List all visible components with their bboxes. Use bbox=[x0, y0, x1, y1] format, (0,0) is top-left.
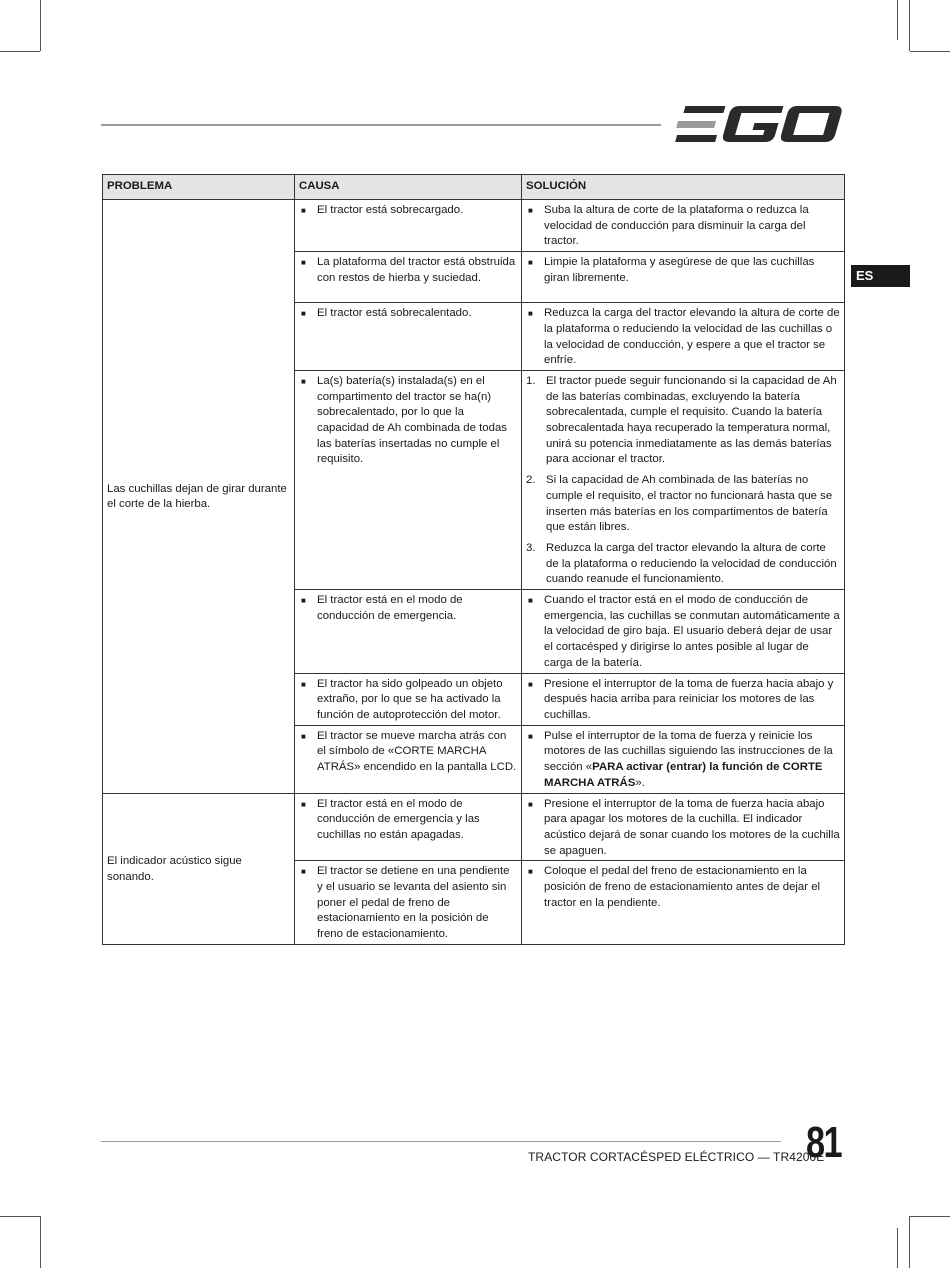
numbered-step bbox=[526, 374, 840, 468]
bullet-icon: ■ bbox=[301, 258, 306, 268]
bullet-icon: ■ bbox=[528, 309, 533, 319]
cause-text: La plataforma del tractor está obstruida con restos de hierba y suciedad. bbox=[317, 256, 516, 284]
bullet-icon: ■ bbox=[301, 309, 306, 319]
crop-mark bbox=[40, 1216, 41, 1268]
solution-cell bbox=[522, 200, 845, 252]
cause-cell bbox=[295, 590, 522, 674]
solution-cell bbox=[522, 590, 845, 674]
solution-text: Reduzca la carga del tractor elevando la altura de corte de la plataforma o reduciendo la velocidad de las cuchillas o la velocidad de conducción, y espere a que el tractor se enfríe. bbox=[544, 307, 840, 367]
solution-text: Suba la altura de corte de la plataforma o reduzca la velocidad de conducción para disminuir la carga del tractor. bbox=[544, 204, 809, 248]
step-text: Reduzca la carga del tractor elevando la altura de corte de la plataforma o reduciendo la velocidad de conducción cuando reanude el funcionamiento. bbox=[546, 541, 837, 586]
column-header-cause: CAUSA bbox=[295, 175, 522, 200]
cause-text: El tractor se mueve marcha atrás con el símbolo de «CORTE MARCHA ATRÁS» encendido en la pantalla LCD. bbox=[317, 729, 517, 774]
cause-text: El tractor está sobrecalentado. bbox=[317, 307, 472, 320]
solution-cell bbox=[522, 725, 845, 793]
bullet-icon: ■ bbox=[301, 596, 306, 606]
cause-text: El tractor está en el modo de conducción de emergencia. bbox=[317, 594, 463, 622]
cause-text: El tractor está sobrecargado. bbox=[317, 204, 464, 216]
bullet-icon: ■ bbox=[528, 731, 533, 741]
cause-cell bbox=[295, 370, 522, 589]
solution-cell bbox=[522, 673, 845, 725]
table-header-row bbox=[103, 175, 845, 200]
bullet-icon: ■ bbox=[528, 206, 533, 215]
problem-cell: Las cuchillas dejan de girar durante el corte de la hierba. bbox=[103, 200, 295, 794]
cause-cell bbox=[295, 861, 522, 945]
bullet-icon: ■ bbox=[528, 679, 533, 689]
cause-cell bbox=[295, 673, 522, 725]
table-row bbox=[103, 793, 845, 861]
header-rule bbox=[101, 124, 661, 126]
cause-text: El tractor está en el modo de conducción de emergencia y las cuchillas no están apagadas. bbox=[317, 797, 480, 841]
cause-cell bbox=[295, 252, 522, 303]
solution-text: Presione el interruptor de la toma de fuerza hacia abajo y después hacia arriba para reiniciar los motores de las cuchillas. bbox=[544, 677, 834, 721]
solution-text: Coloque el pedal del freno de estacionamiento en la posición de freno de estacionamiento antes de dejar el tractor en la pendiente. bbox=[544, 865, 821, 909]
section-reference: PARA activar (entrar) la función de CORTE MARCHA ATRÁS bbox=[544, 761, 823, 789]
solution-cell bbox=[522, 370, 845, 589]
troubleshooting-table bbox=[102, 174, 845, 945]
crop-mark bbox=[40, 0, 41, 51]
bullet-icon: ■ bbox=[301, 679, 306, 689]
solution-text: Cuando el tractor está en el modo de conducción de emergencia, las cuchillas se conmutan automáticamente a la velocidad de giro baja. El usuario deberá dejar de usar el cortacésped y dirigirse lo antes posible al lugar de carga de la batería. bbox=[544, 594, 840, 669]
step-number: 2. bbox=[526, 474, 536, 487]
solution-text bbox=[544, 729, 840, 792]
language-tab: ES bbox=[851, 265, 910, 287]
solution-cell bbox=[522, 252, 845, 303]
solution-cell bbox=[522, 303, 845, 371]
column-header-solution: SOLUCIÓN bbox=[522, 175, 845, 200]
solution-cell bbox=[522, 861, 845, 945]
footer-title: TRACTOR CORTACÉSPED ELÉCTRICO — TR4200E bbox=[528, 1150, 825, 1164]
crop-mark bbox=[910, 1216, 950, 1217]
problem-cell: El indicador acústico sigue sonando. bbox=[103, 793, 295, 944]
bullet-icon: ■ bbox=[528, 596, 533, 606]
solution-text-part: Pulse el interruptor de la toma de fuerza y reinicie los motores de las cuchillas siguiendo las instrucciones de la sección « bbox=[544, 729, 833, 774]
cause-cell bbox=[295, 200, 522, 252]
cause-cell bbox=[295, 725, 522, 793]
bullet-icon: ■ bbox=[301, 376, 306, 386]
footer-rule bbox=[101, 1141, 781, 1142]
solution-cell bbox=[522, 793, 845, 861]
solution-text: Presione el interruptor de la toma de fuerza hacia abajo para apagar los motores de la cuchilla. El indicador acústico dejará de sonar cuando los motores de la cuchilla se apaguen. bbox=[544, 797, 840, 857]
bullet-icon: ■ bbox=[301, 206, 306, 215]
ego-logo bbox=[672, 104, 844, 144]
solution-text: Limpie la plataforma y asegúrese de que las cuchillas giran libremente. bbox=[544, 256, 815, 284]
cause-text: La(s) batería(s) instalada(s) en el compartimento del tractor se ha(n) sobrecalentado, por lo que la capacidad de Ah combinada de todas las baterías insertadas no cumple el requisito. bbox=[317, 374, 507, 466]
bullet-icon: ■ bbox=[301, 867, 306, 877]
step-number: 3. bbox=[526, 541, 536, 554]
step-text: El tractor puede seguir funcionando si la capacidad de Ah de las baterías combinadas, excluyendo la batería sobrecalentada, cumple el requisito. Cuando la batería sobrecalentada haya recuperado la temperatura normal, unirá su potencia inmediatamente as las demás baterías para accionar el tractor. bbox=[546, 374, 837, 466]
bullet-icon: ■ bbox=[528, 258, 533, 268]
crop-mark bbox=[0, 51, 40, 52]
bullet-icon: ■ bbox=[301, 799, 306, 809]
step-text: Si la capacidad de Ah combinada de las baterías no cumple el requisito, el tractor no funcionará hasta que se inserten más baterías en los compartimentos de batería que están libres. bbox=[546, 474, 833, 534]
crop-mark bbox=[0, 1216, 40, 1217]
crop-mark bbox=[897, 1228, 898, 1268]
cause-text: El tractor se detiene en una pendiente y el usuario se levanta del asiento sin poner el pedal de freno de estacionamiento en la posición de freno de estacionamiento. bbox=[317, 865, 510, 941]
bullet-icon: ■ bbox=[528, 867, 533, 877]
cause-text: El tractor ha sido golpeado un objeto extraño, por lo que se ha activado la función de autoprotección del motor. bbox=[317, 677, 503, 721]
column-header-problem: PROBLEMA bbox=[103, 175, 295, 200]
table-row bbox=[103, 200, 845, 252]
bullet-icon: ■ bbox=[301, 731, 306, 741]
cause-cell bbox=[295, 793, 522, 861]
bullet-icon: ■ bbox=[528, 799, 533, 809]
page-number: 81 bbox=[806, 1118, 842, 1167]
step-number: 1. bbox=[526, 374, 536, 387]
crop-mark bbox=[909, 1216, 910, 1268]
numbered-step bbox=[526, 473, 840, 536]
crop-mark bbox=[897, 0, 898, 40]
crop-mark bbox=[910, 51, 950, 52]
numbered-step bbox=[526, 541, 840, 588]
cause-cell bbox=[295, 303, 522, 371]
crop-mark bbox=[909, 0, 910, 51]
solution-text-part: ». bbox=[635, 776, 645, 789]
